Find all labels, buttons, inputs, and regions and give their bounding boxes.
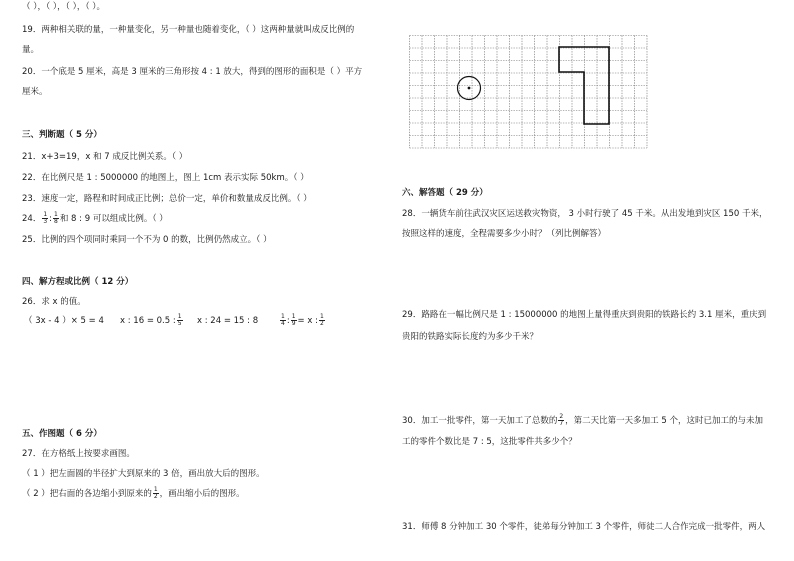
question-30-line2: 工的零件个数比是 7 : 5，这批零件共多少个？ — [402, 437, 577, 447]
question-27-part1: （ 1 ）把左面圆的半径扩大到原来的 3 倍，画出放大后的图形。 — [22, 469, 265, 479]
grid-figure — [409, 35, 649, 153]
fraction-one-ninth: $\frac{1}{9}$ — [291, 313, 296, 327]
fraction-one-half: $\frac{1}{2}$ — [153, 486, 158, 500]
question-29-line2: 贵阳的铁路实际长度约为多少千米？ — [402, 332, 539, 342]
question-24-number: 24． — [22, 214, 42, 224]
question-23: 23．速度一定，路程和时间成正比例；总价一定，单价和数量成反比例。（ ） — [22, 194, 312, 204]
question-25: 25．比例的四个项同时乘同一个不为 0 的数，比例仍然成立。（ ） — [22, 235, 272, 245]
fraction-one-fifth: $\frac{1}{5}$ — [177, 313, 182, 327]
question-30-line1: 30．加工一批零件，第一天加工了总数的 $\frac{2}{7}$ ，第二天比第一天多加工 5 个，这时已加工的与未加 — [402, 413, 763, 427]
equation-4: $\frac{1}{4}$ : $\frac{1}{9}$ = x : $\frac{1}{2}$ — [281, 313, 324, 327]
blanks-line: （ ），（ ），（ ），（ ）。 — [22, 2, 106, 12]
fraction-one-fourth: $\frac{1}{4}$ — [281, 313, 285, 327]
square-grid — [409, 35, 649, 156]
equation-3: x : 24 = 15 : 8 — [197, 316, 259, 326]
fraction-one-third: $\frac{1}{3}$ — [43, 211, 48, 225]
equation-2: x : 16 = 0.5 : $\frac{1}{5}$ — [120, 313, 182, 327]
question-20-line1: 20．一个底是 5 厘米，高是 3 厘米的三角形按 4 : 1 放大，得到的图形的面积是（ ）平方 — [22, 67, 363, 77]
equation-1: （ 3x - 4 ）× 5 = 4 — [24, 316, 104, 326]
question-26: 26．求 x 的值。 — [22, 297, 86, 307]
section-4-heading: 四、解方程或比例（ 12 分） — [22, 277, 134, 287]
question-22: 22．在比例尺是 1 : 5000000 的地图上，图上 1cm 表示实际 50km。（ ） — [22, 173, 309, 183]
question-24-text: 和 8 : 9 可以组成比例。（ ） — [59, 214, 168, 224]
section-5-heading: 五、作图题（ 6 分） — [22, 429, 102, 439]
question-28-line1: 28．一辆货车前往武汉灾区运送救灾物资， 3 小时行驶了 45 千米。从出发地到灾区 150 千米， — [402, 209, 768, 219]
fraction-one-half: $\frac{1}{2}$ — [319, 313, 324, 327]
circle-center-dot — [468, 87, 471, 90]
question-31-line1: 31．师傅 8 分钟加工 30 个零件，徒弟每分钟加工 3 个零件，师徒二人合作完成一批零件，两人 — [402, 522, 766, 532]
question-24: 24． $\frac{1}{3}$ : $\frac{1}{8}$ 和 8 : 9 可以组成比例。（ ） — [22, 211, 168, 225]
fraction-two-sevenths: $\frac{2}{7}$ — [559, 413, 564, 427]
question-19-line2: 量。 — [22, 45, 40, 55]
question-19-line1: 19．两种相关联的量，一种量变化，另一种量也随着变化，（ ）这两种量就叫成反比例的 — [22, 25, 355, 35]
question-21: 21．x+3=19，x 和 7 成反比例关系。（ ） — [22, 152, 188, 162]
question-28-line2: 按照这样的速度，全程需要多少小时？（列比例解答） — [402, 229, 607, 239]
question-27: 27．在方格纸上按要求画图。 — [22, 449, 135, 459]
question-20-line2: 厘米。 — [22, 87, 48, 97]
fraction-one-eighth: $\frac{1}{8}$ — [54, 211, 58, 225]
question-27-part2: （ 2 ）把右面的各边缩小到原来的 $\frac{1}{2}$ ，画出缩小后的图形。 — [22, 486, 245, 500]
question-29-line1: 29．路路在一幅比例尺是 1 : 15000000 的地图上量得重庆到贵阳的铁路长约 3.1 厘米，重庆到 — [402, 310, 767, 320]
section-3-heading: 三、判断题（ 5 分） — [22, 130, 102, 140]
section-6-heading: 六、解答题（ 29 分） — [402, 188, 488, 198]
